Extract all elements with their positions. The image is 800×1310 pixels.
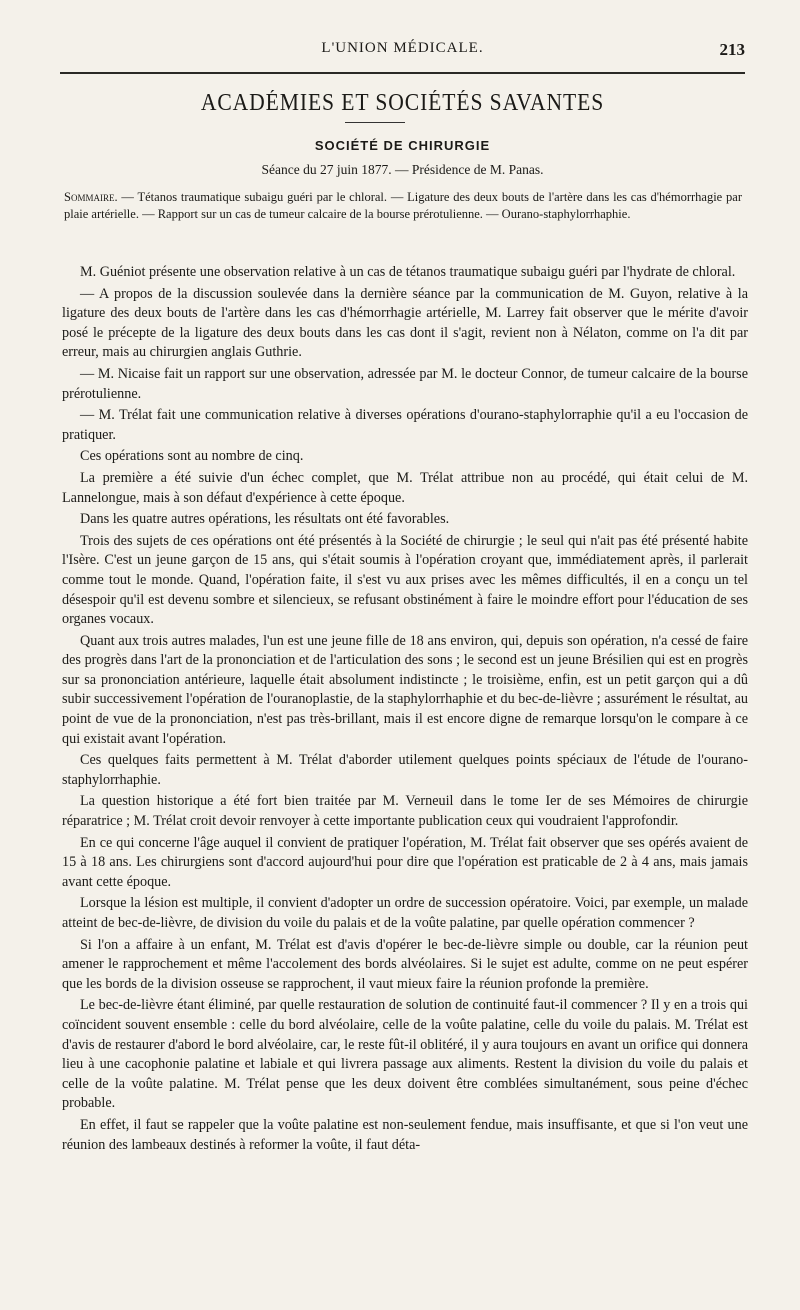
paragraph: — A propos de la discussion soulevée dans la dernière séance par la communication de M. Guyon, relative à la ligature des deux bouts de l'artère dans les cas d'hémorrhagie artérielle, M. Larrey fait observer que le mérite d'avoir posé le précepte de la ligature des deux bouts dans les cas dont il s'agit, revient non à Nélaton, comme on l'a dit par erreur, mais au chirurgien anglais Guthrie. (62, 285, 748, 361)
paragraph: Dans les quatre autres opérations, les résultats ont été favorables. (80, 511, 450, 528)
paragraph: M. Guéniot présente une observation relative à un cas de tétanos traumatique subaigu guéri par l'hydrate de chloral. (80, 264, 736, 280)
paragraph: — M. Nicaise fait un rapport sur une observation, adressée par M. le docteur Connor, de tumeur calcaire de la bourse prérotulienne. (62, 365, 748, 402)
header-rule (60, 72, 745, 74)
paragraph: En ce qui concerne l'âge auquel il convient de pratiquer l'opération, M. Trélat fait observer que ses opérés avaient de 15 à 18 ans. Les chirurgiens sont d'accord aujourd'hui pour dire que l'opération est praticable de 2 à 4 ans, mais jamais avant cette époque. (62, 834, 748, 890)
page-number: 213 (719, 40, 745, 59)
paragraph: Lorsque la lésion est multiple, il convient d'adopter un ordre de succession opératoire. Voici, par exemple, un malade atteint de bec-de-lièvre, de division du voile du palais et de la voûte palatine, par quelle opération commencer ? (62, 895, 748, 931)
paragraph: La première a été suivie d'un échec complet, que M. Trélat attribue non au procédé, qui était celui de M. Lannelongue, mais à son défaut d'expérience à cette époque. (62, 469, 748, 506)
article-body (62, 263, 748, 1157)
title-divider (345, 122, 405, 123)
summary-text: — Tétanos traumatique subaigu guéri par le chloral. — Ligature des deux bouts de l'artère dans les cas d'hémorrhagie par plaie artérielle. — Rapport sur un cas de tumeur calcaire de la bourse prérotulienne. — Ourano-staphylorrhaphie. (64, 190, 742, 221)
running-title: L'UNION MÉDICALE. (321, 40, 484, 56)
paragraph: Ces opérations sont au nombre de cinq. (80, 448, 304, 465)
section-title: ACADÉMIES ET SOCIÉTÉS SAVANTES (200, 90, 605, 116)
paragraph: Trois des sujets de ces opérations ont été présentés à la Société de chirurgie ; le seul qui n'ait pas été présenté habite l'Isère. C'est un jeune garçon de 15 ans, qui s'était soumis à l'opération croyant que, immédiatement après, il parlerait comme tout le monde. Quand, l'opération faite, il s'est vu aux prises avec les mêmes difficultés, il en a conçu un tel désespoir qu'il est devenu sombre et silencieux, se refusant obstinément à faire le moindre effort pour l'éducation de ses organes vocaux. (62, 532, 748, 628)
paragraph: La question historique a été fort bien traitée par M. Verneuil dans le tome Ier de ses Mémoires de chirurgie réparatrice ; M. Trélat croit devoir renvoyer à cette importante publication ceux qui voudraient l'approfondir. (62, 793, 748, 830)
page-header (60, 40, 745, 70)
summary-label: Sommaire. (64, 190, 118, 204)
paragraph: Le bec-de-lièvre étant éliminé, par quelle restauration de solution de continuité faut-il commencer ? Il y en a trois qui coïncident souvent ensemble : celle du bord alvéolaire, celle de la voûte palatine, celle du voile du palais. M. Trélat est d'avis de restaurer d'abord le bord alvéolaire, car, le reste fût-il oblitéré, il y aura toujours en avant un orifice qui donnera lieu à une cacophonie palatine et labiale et qui livrera passage aux aliments. Restent la division du voile du palais et celle de la voûte palatine. M. Trélat pense que les deux doivent être comblées simultanément, sous peine d'échec probable. (62, 997, 748, 1112)
paragraph: Si l'on a affaire à un enfant, M. Trélat est d'avis d'opérer le bec-de-lièvre simple ou double, car la réunion peut amener le rapprochement et même l'accolement des bords alvéolaires. Si le sujet est adulte, comme on ne peut espérer que les bords de la division osseuse se rapprochent, il vaut mieux faire la réunion profonde la première. (62, 936, 748, 992)
seance-line: Séance du 27 juin 1877. — Présidence de M. Panas. (261, 162, 544, 177)
paragraph: En effet, il faut se rappeler que la voûte palatine est non-seulement fendue, mais insuffisante, et que si l'on veut une réunion des lambeaux destinés à reformer la voûte, il faut déta- (62, 1116, 748, 1153)
summary (64, 189, 742, 223)
paragraph: Quant aux trois autres malades, l'un est une jeune fille de 18 ans environ, qui, depuis son opération, n'a cessé de faire des progrès dans l'art de la prononciation et de l'articulation des sons ; le second est un jeune Brésilien qui est en progrès sur sa prononciation antérieure, laquelle était absolument indistincte ; le troisième, enfin, est un petit garçon qui a dû subir successivement l'opération de l'ouranoplastie, de la staphylorrhaphie et du bec-de-lièvre ; assurément le résultat, au point de vue de la prononciation, n'est pas très-brillant, mais il est encore digne de remarque lorsqu'on le compare à ce qui existait avant l'opération. (62, 632, 748, 747)
paragraph: Ces quelques faits permettent à M. Trélat d'aborder utilement quelques points spéciaux de l'étude de l'ourano-staphylorrhaphie. (62, 752, 748, 788)
paragraph: — M. Trélat fait une communication relative à diverses opérations d'ourano-staphylorraphie qu'il a eu l'occasion de pratiquer. (62, 407, 748, 443)
subsection-title: SOCIÉTÉ DE CHIRURGIE (314, 138, 491, 153)
